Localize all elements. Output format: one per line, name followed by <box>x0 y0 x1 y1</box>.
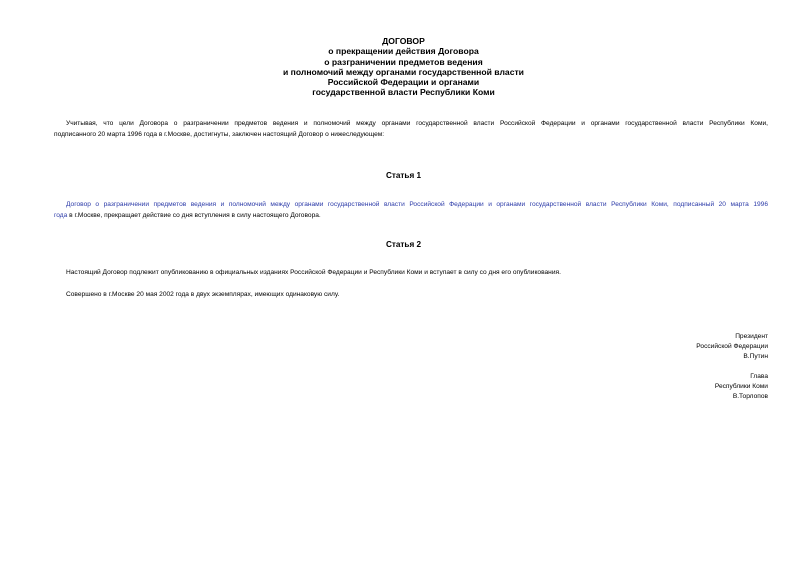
article-1-heading: Статья 1 <box>385 171 422 180</box>
article-2-text: Настоящий Договор подлежит опубликованию в официальных изданиях Российской Федерации и Республики Коми и вступает в силу со дня его опубликования. <box>66 269 561 276</box>
article-1-paragraph <box>54 200 768 221</box>
article-1-line <box>54 211 768 222</box>
signatory-title: Глава <box>750 373 768 380</box>
signatory-name: В.Торлопов <box>732 393 768 401</box>
signatory-name: В.Путин <box>743 353 768 361</box>
signatory-entity: Республики Коми <box>714 383 768 391</box>
title-line: государственной власти Республики Коми <box>312 87 495 98</box>
signatory-title: Президент <box>735 333 768 340</box>
preamble-line: Учитывая, что цели Договора о разграничении предметов ведения и полномочий между органами государственной власти Российской Федерации и органами государственной власти Республики Коми, <box>66 120 768 127</box>
treaty-link[interactable]: года <box>54 211 68 219</box>
treaty-link[interactable]: Договор о разграничении предметов ведения и полномочий между органами государственной власти Российской Федерации и органами государственной власти Республики Коми, подписанный 20 марта 1996 <box>66 201 768 208</box>
signatory-entity: Российской Федерации <box>696 343 768 351</box>
signature-komi-head <box>715 372 768 403</box>
preamble-line: подписанного 20 марта 1996 года в г.Москве, достигнуты, заключен настоящий Договор о нижеследующем: <box>54 130 385 138</box>
title-line: о разграничении предметов ведения <box>324 56 483 67</box>
title-line: ДОГОВОР <box>382 36 425 46</box>
document-title <box>40 36 767 98</box>
title-line: о прекращении действия Договора <box>328 46 479 57</box>
signed-note: Совершено в г.Москве 20 мая 2002 года в двух экземплярах, имеющих одинаковую силу. <box>66 291 340 298</box>
article-2-heading: Статья 2 <box>385 240 422 249</box>
preamble-paragraph <box>54 119 768 140</box>
signature-president <box>696 332 768 363</box>
title-line: Российской Федерации и органами <box>327 77 480 88</box>
title-line: и полномочий между органами государственной власти <box>283 66 524 77</box>
article-1-text: в г.Москве, прекращает действие со дня вступления в силу настоящего Договора. <box>67 211 321 219</box>
